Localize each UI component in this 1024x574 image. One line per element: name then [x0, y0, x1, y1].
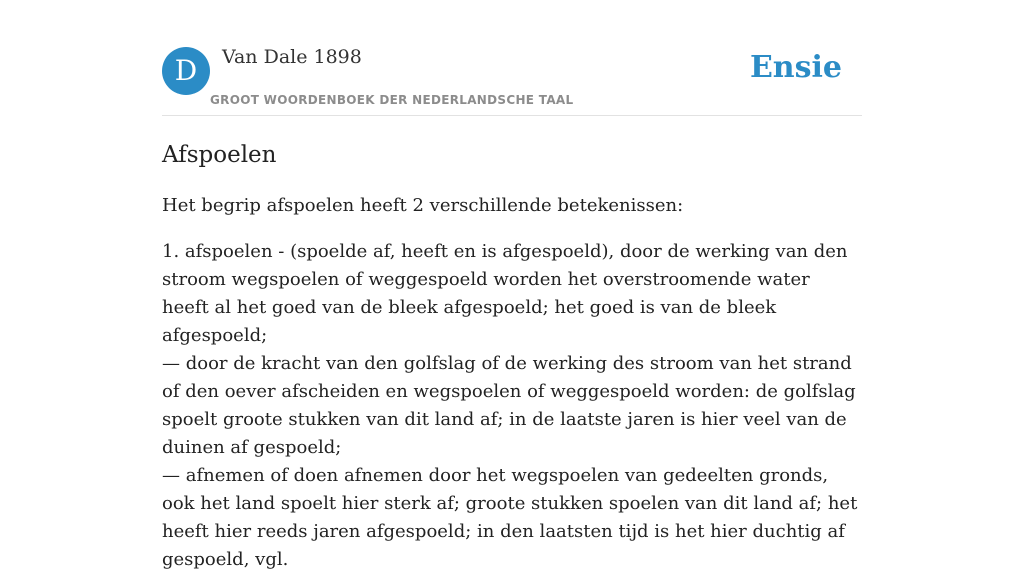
entry-intro: Het begrip afspoelen heeft 2 verschillende betekenissen: [162, 195, 684, 216]
dictionary-title[interactable]: Van Dale 1898 [222, 46, 362, 68]
definition-line: 1. afspoelen - (spoelde af, heeft en is afgespoeld), door de werking van den stroom wegspoelen of weggespoeld worden het overstroomende water heeft al het goed van de bleek afgespoeld; het goed is van de bleek afgespoeld; [162, 241, 848, 346]
definition-line: — afnemen of doen afnemen door het wegspoelen van gedeelten gronds, ook het land spoelt hier sterk af; groote stukken spoelen van dit land af; het heeft hier reeds jaren afgespoeld; in den laatsten tijd is het hier duchtig af gespoeld, vgl. [162, 465, 858, 570]
content-container [162, 0, 862, 574]
ensie-logo-link[interactable]: Ensie [749, 50, 842, 85]
dictionary-avatar[interactable]: D [162, 47, 210, 95]
dictionary-subtitle: GROOT WOORDENBOEK DER NEDERLANDSCHE TAAL [210, 93, 574, 107]
dictionary-header [162, 0, 862, 116]
entry-definition [162, 238, 862, 574]
definition-line: — door de kracht van den golfslag of de werking des stroom van het strand of den oever afscheiden en wegspoelen of weggespoeld worden: de golfslag spoelt groote stukken van dit land af; in de laatste jaren is hier veel van de duinen af gespoeld; [162, 353, 856, 458]
entry-headword: Afspoelen [162, 142, 277, 168]
